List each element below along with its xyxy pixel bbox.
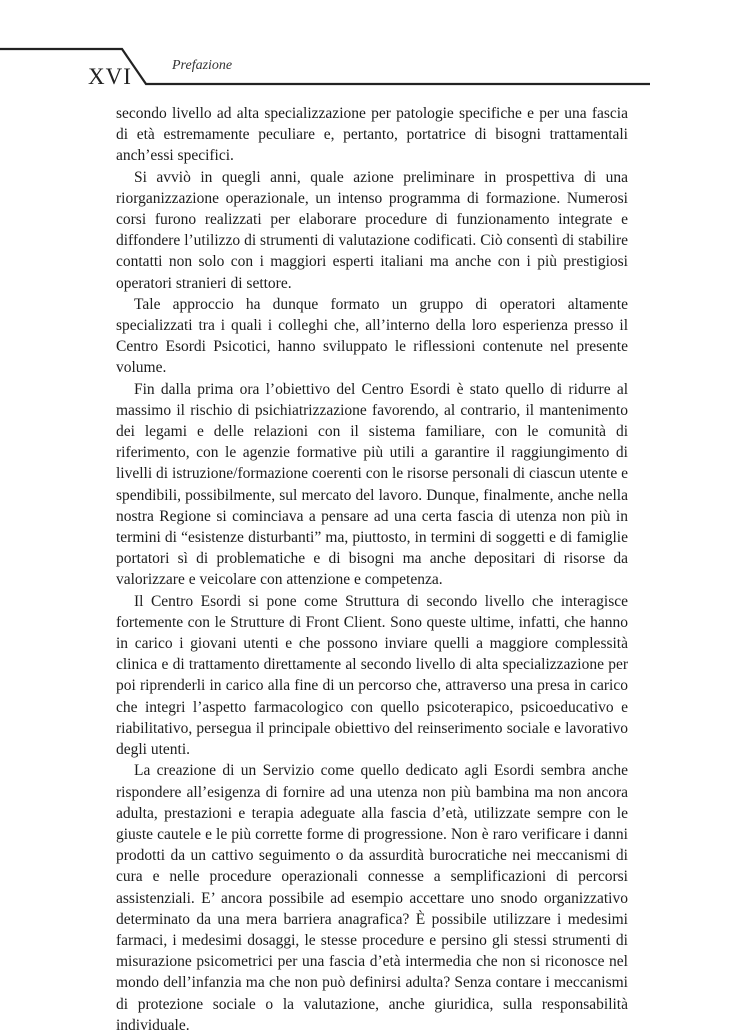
running-title: Prefazione — [172, 58, 233, 73]
body-text — [116, 103, 628, 1036]
paragraph: Tale approccio ha dunque formato un gruppo di operatori altamente specializzati tra i quali i colleghi che, all’interno della loro esperienza presso il Centro Esordi Psicotici, hanno sviluppato le riflessioni contenute nel presente volume. — [116, 295, 628, 377]
paragraph: La creazione di un Servizio come quello dedicato agli Esordi sembra anche rispondere all’esigenza di fornire ad una utenza non più bambina ma non ancora adulta, prestazioni e terapia adeguate alla fascia d’età, utilizzate sempre con le giuste cautele e le più corrette forme di progressione. Non è raro verificare i danni prodotti da un cattivo seguimento o da assurdità burocratiche nei meccanismi di cura e nelle procedure operazionali connesse a semplificazioni di percorsi assistenziali. E’ ancora possibile ad esempio accettare uno snodo organizzativo determinato da una mera barriera anagrafica? È possibile utilizzare i medesimi farmaci, i medesimi dosaggi, le stesse procedure e persino gli stessi strumenti di misurazione psicometrici per una fascia d’età intermedia che non si riconosce nel mondo dell’infanzia ma che non può definirsi adulta? Senza contare i meccanismi di protezione sociale o la valutazione, anche giuridica, sulla responsabilità individuale. — [116, 762, 628, 1034]
page-number: XVI — [88, 64, 132, 89]
paragraph: Fin dalla prima ora l’obiettivo del Centro Esordi è stato quello di ridurre al massimo il rischio di psichiatrizzazione favorendo, al contrario, il mantenimento dei legami e delle relazioni con il sistema familiare, con le comunità di riferimento, con le agenzie formative più utili a garantire il raggiungimento di livelli di istruzione/formazione coerenti con le risorse personali di ciascun utente e spendibili, possibilmente, sul mercato del lavoro. Dunque, finalmente, anche nella nostra Regione si cominciava a pensare ad una certa fascia di utenza non più in termini di “esistenze disturbanti” ma, piuttosto, in termini di soggetti e di famiglie portatori sì di problematiche e di bisogni ma anche depositari di risorse da valorizzare e veicolare con attenzione e competenza. — [116, 380, 628, 589]
paragraph: Si avviò in quegli anni, quale azione preliminare in prospettiva di una riorganizzazione operazionale, un intenso programma di formazione. Numerosi corsi furono realizzati per elaborare procedure di funzionamento integrate e diffondere l’utilizzo di strumenti di valutazione codificati. Ciò consentì di stabilire contatti non solo con i maggiori esperti italiani ma anche con i più prestigiosi operatori stranieri di settore. — [116, 168, 628, 292]
paragraph: secondo livello ad alta specializzazione per patologie specifiche e per una fascia di età estremamente peculiare e, pertanto, portatrice di bisogni trattamentali anch’essi specifici. — [116, 105, 628, 165]
paragraph: Il Centro Esordi si pone come Struttura di secondo livello che interagisce fortemente con le Strutture di Front Client. Sono queste ultime, infatti, che hanno in carico i giovani utenti e che possono inviare quelli a maggiore complessità clinica e di trattamento direttamente al secondo livello di alta specializzazione per poi riprenderli in carico alla fine di un percorso che, attraverso una presa in carico che integri l’aspetto farmacologico con quello psicoterapico, psicoeducativo e riabilitativo, persegua il principale obiettivo del reinserimento sociale e lavorativo degli utenti. — [116, 592, 628, 759]
